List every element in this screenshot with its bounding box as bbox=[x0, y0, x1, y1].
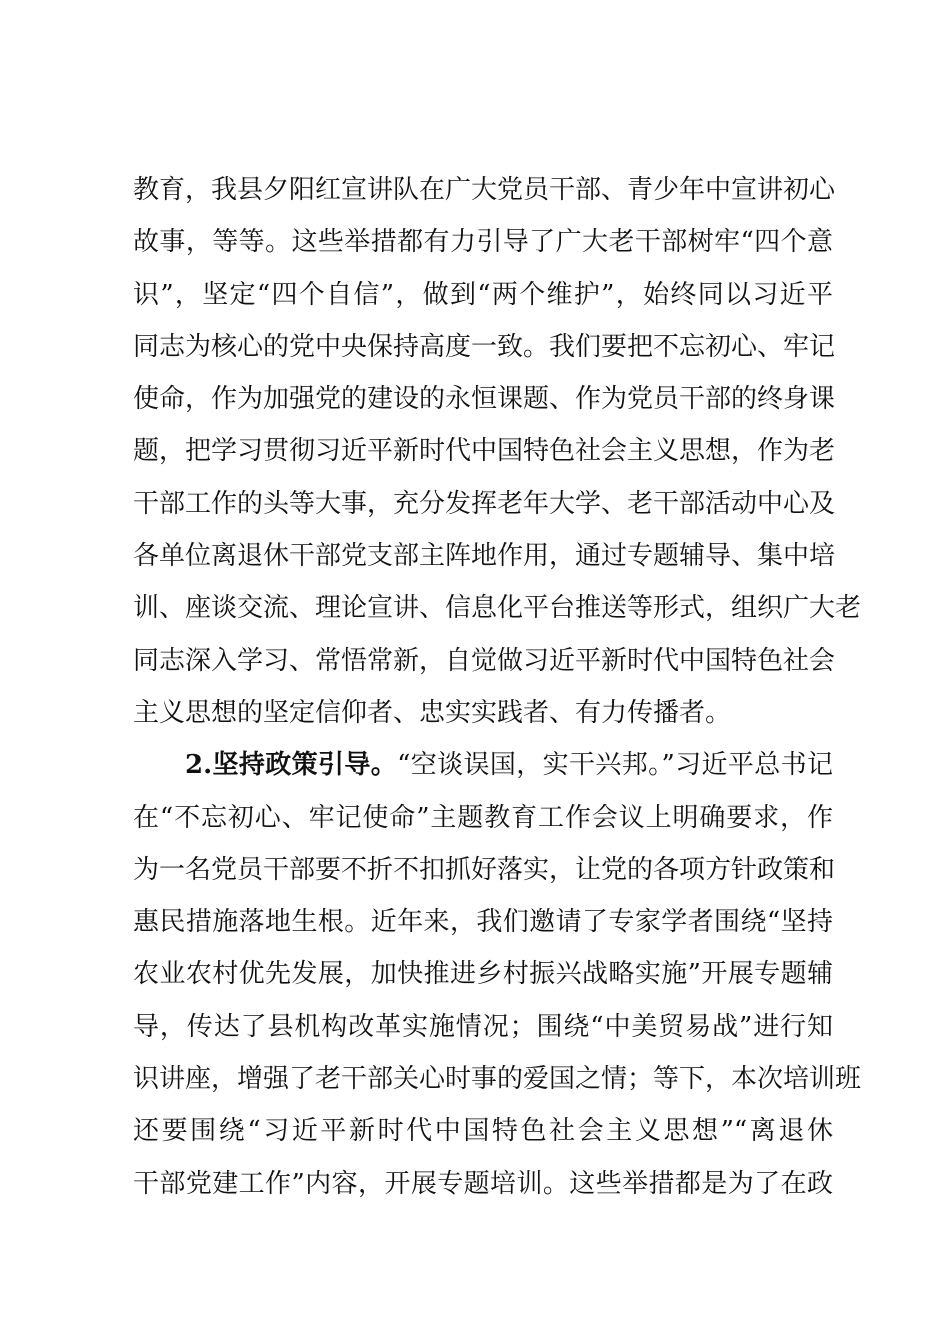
text-line: 教育，我县夕阳红宣讲队在广大党员干部、青少年中宣讲初心 bbox=[133, 175, 836, 205]
text-line-paragraph-end: 主义思想的坚定信仰者、忠实实践者、有力传播者。 bbox=[133, 697, 732, 728]
text-line: 干部工作的头等大事，充分发挥老年大学、老干部活动中心及 bbox=[133, 488, 836, 519]
section-2-first-line bbox=[133, 739, 833, 791]
text-line: 使命，作为加强党的建设的永恒课题、作为党员干部的终身课 bbox=[133, 384, 836, 415]
text-line: 在“不忘初心、牢记使命”主题教育工作会议上明确要求，作 bbox=[133, 802, 833, 833]
text-line: 农业农村优先发展，加快推进乡村振兴战略实施”开展专题辅 bbox=[133, 959, 833, 990]
text-line: 训、座谈交流、理论宣讲、信息化平台推送等形式，组织广大老 bbox=[133, 593, 862, 624]
text-line: 题，把学习贯彻习近平新时代中国特色社会主义思想，作为老 bbox=[133, 436, 836, 467]
text-line: 导，传达了县机构改革实施情况；围绕“中美贸易战”进行知 bbox=[133, 1011, 833, 1042]
text-line: 惠民措施落地生根。近年来，我们邀请了专家学者围绕“坚持 bbox=[133, 907, 833, 938]
text-line: 识讲座，增强了老干部关心时事的爱国之情；等下，本次培训班 bbox=[133, 1064, 862, 1095]
body-text bbox=[133, 164, 862, 1210]
text-line: 故事，等等。这些举措都有力引导了广大老干部树牢“四个意 bbox=[133, 227, 833, 258]
section-2-heading: 2.坚持政策引导。 bbox=[185, 750, 398, 781]
text-line: 为一名党员干部要不折不扣抓好落实，让党的各项方针政策和 bbox=[133, 854, 836, 885]
text-line: 同志深入学习、常悟常新，自觉做习近平新时代中国特色社会 bbox=[133, 645, 836, 676]
text-line: 干部党建工作”内容，开展专题培训。这些举措都是为了在政 bbox=[133, 1168, 833, 1199]
text-line: 各单位离退休干部党支部主阵地作用，通过专题辅导、集中培 bbox=[133, 541, 836, 572]
section-2-first-line-text: “空谈误国，实干兴邦。”习近平总书记 bbox=[397, 750, 833, 781]
text-line: 识”，坚定“四个自信”，做到“两个维护”，始终同以习近平 bbox=[133, 279, 833, 310]
text-line: 还要围绕“习近平新时代中国特色社会主义思想”“离退休 bbox=[133, 1116, 833, 1147]
text-line: 同志为核心的党中央保持高度一致。我们要把不忘初心、牢记 bbox=[133, 331, 836, 362]
